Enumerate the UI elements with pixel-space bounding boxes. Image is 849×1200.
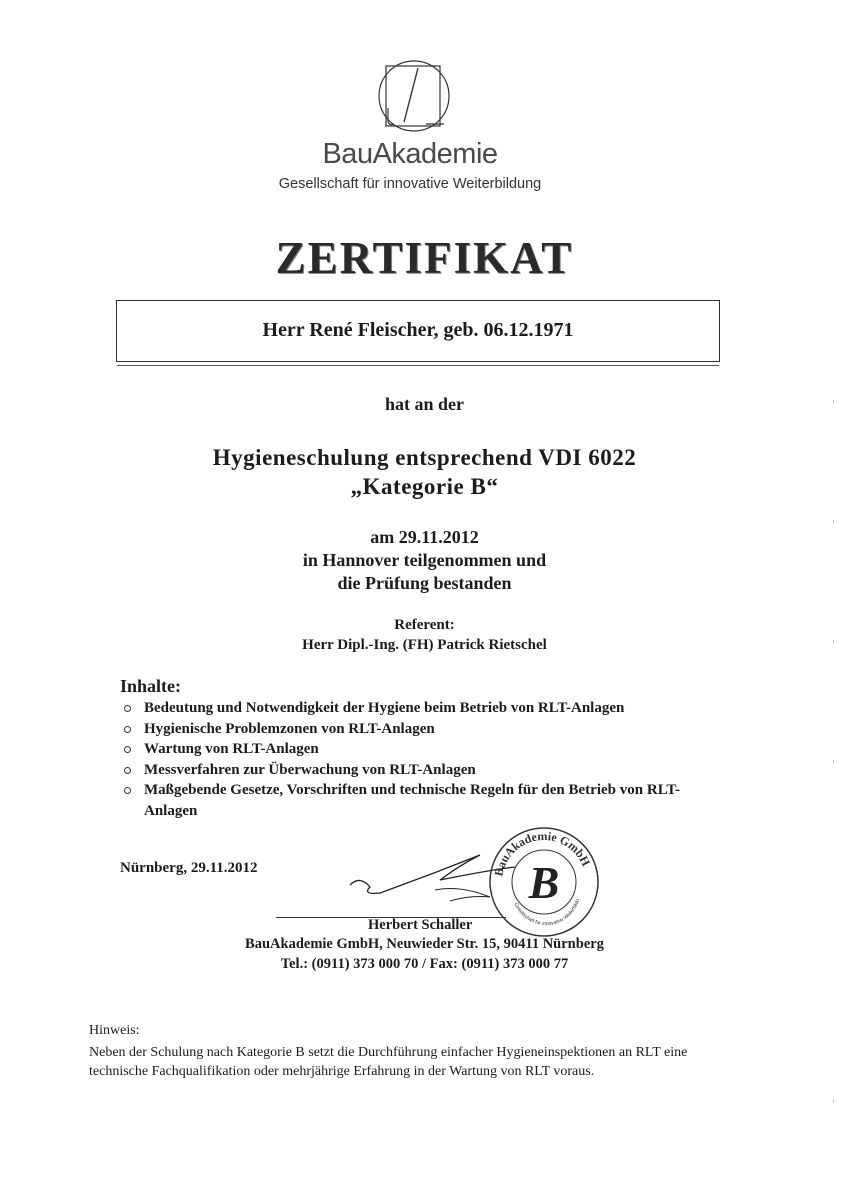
intro-text: hat an der xyxy=(384,394,464,414)
scan-artifact xyxy=(833,640,834,643)
company-address: BauAkademie GmbH, Neuwieder Str. 15, 90411 Nürnberg xyxy=(245,936,604,952)
list-item: Maßgebende Gesetze, Vorschriften und technische Regeln für den Betrieb von RLT-Anlagen xyxy=(120,780,680,821)
speaker-label: Referent: xyxy=(394,617,455,633)
stamp-letter: B xyxy=(528,857,560,908)
brand-name: BauAkademie xyxy=(322,138,498,170)
contents-list xyxy=(120,698,680,821)
company-stamp-icon xyxy=(484,822,604,942)
scan-artifact xyxy=(833,760,834,763)
speaker-name: Herr Dipl.-Ing. (FH) Patrick Rietschel xyxy=(302,637,547,653)
bauakademie-logo-icon xyxy=(374,56,454,136)
scan-artifact xyxy=(833,520,834,523)
recipient-box xyxy=(116,300,720,362)
course-date: am 29.11.2012 xyxy=(370,527,479,547)
course-location: in Hannover teilgenommen und xyxy=(302,550,547,570)
contents-heading: Inhalte: xyxy=(120,676,182,696)
list-item: Hygienische Problemzonen von RLT-Anlagen xyxy=(120,719,680,740)
course-category: „Kategorie B“ xyxy=(350,474,499,499)
signer-name: Herbert Schaller xyxy=(368,917,473,933)
brand-tagline: Gesellschaft für innovative Weiterbildung xyxy=(278,176,542,192)
list-item: Bedeutung und Notwendigkeit der Hygiene beim Betrieb von RLT-Anlagen xyxy=(120,698,680,719)
note-label: Hinweis: xyxy=(89,1023,140,1038)
document-title: ZERTIFIKAT xyxy=(275,233,574,283)
stamp-ring-text: BauAkademie GmbH xyxy=(491,828,594,878)
exam-passed: die Prüfung bestanden xyxy=(337,573,512,593)
list-item: Wartung von RLT-Anlagen xyxy=(120,739,680,760)
list-item: Messverfahren zur Überwachung von RLT-Anlagen xyxy=(120,760,680,781)
stamp-inner-text: Gesellschaft für innovative Weiterbildu xyxy=(512,898,582,928)
note-text: Neben der Schulung nach Kategorie B setzt die Durchführung einfacher Hygieneinspektionen an RLT eine technische Fachqualifikation oder mehrjährige Erfahrung in der Wartung von RLT voraus. xyxy=(89,1045,688,1079)
course-title: Hygieneschulung entsprechend VDI 6022 xyxy=(212,445,637,470)
place-and-date: Nürnberg, 29.11.2012 xyxy=(120,860,258,876)
scan-artifact xyxy=(833,400,834,403)
recipient-name: Herr René Fleischer, geb. 06.12.1971 xyxy=(262,319,574,341)
scan-artifact xyxy=(833,1100,834,1103)
company-phone: Tel.: (0911) 373 000 70 / Fax: (0911) 373 000 77 xyxy=(280,956,569,972)
